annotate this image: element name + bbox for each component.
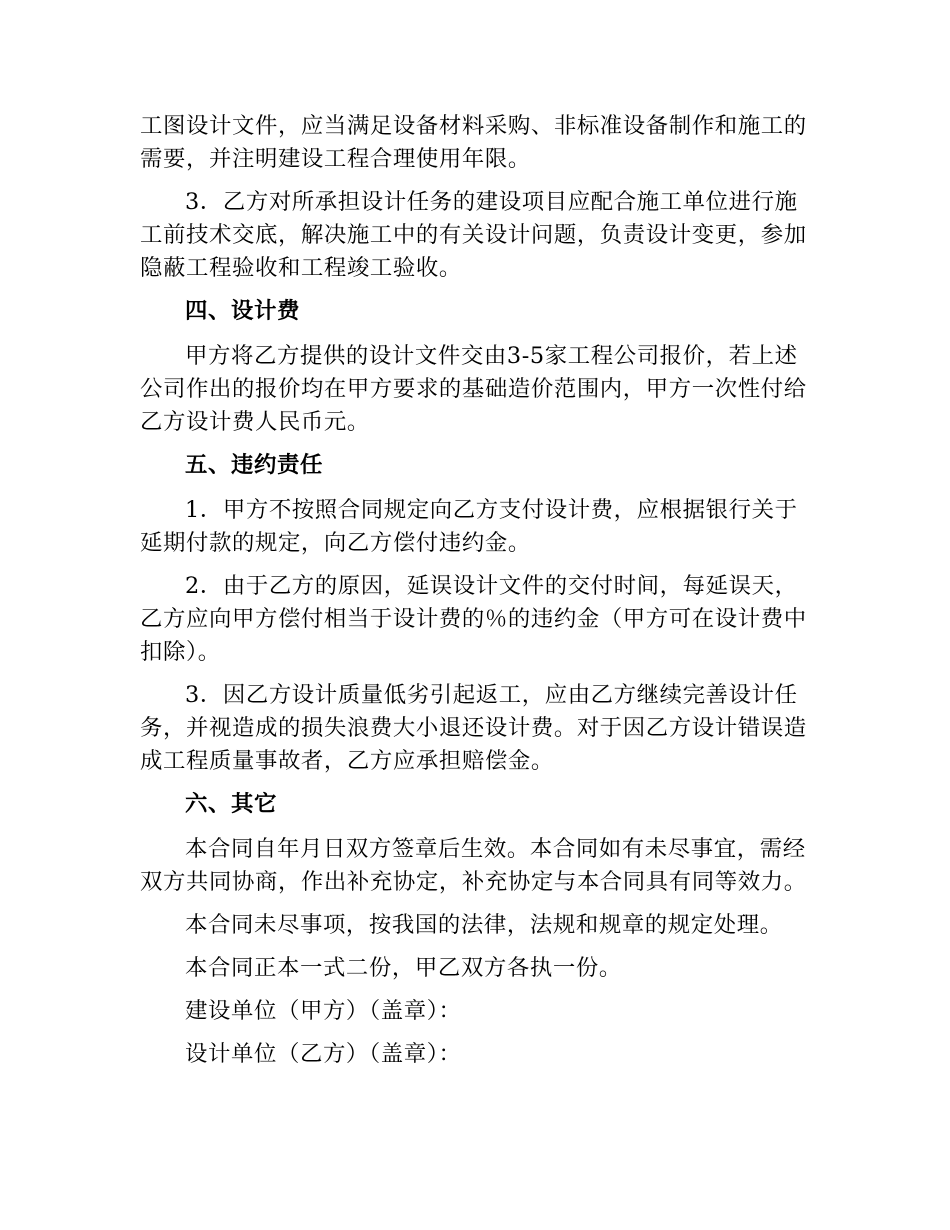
paragraph-liability-1: 1．甲方不按照合同规定向乙方支付设计费，应根据银行关于延期付款的规定，向乙方偿付违约金。 [140, 497, 798, 556]
document-body [140, 110, 820, 1081]
signature-party-a: 建设单位（甲方）（盖章）： [185, 998, 462, 1024]
signature-party-b: 设计单位（乙方）（盖章）： [185, 1041, 462, 1067]
paragraph-liability-3: 3．因乙方设计质量低劣引起返工，应由乙方继续完善设计任务，并视造成的损失浪费大小退还设计费。对于因乙方设计错误造成工程质量事故者，乙方应承担赔偿金。 [140, 682, 807, 774]
paragraph-clause-continuation: 工图设计文件，应当满足设备材料采购、非标准设备制作和施工的需要，并注明建设工程合理使用年限。 [140, 113, 807, 172]
paragraph-copies: 本合同正本一式二份，甲乙双方各执一份。 [185, 955, 622, 981]
section-heading-liability: 五、违约责任 [185, 452, 323, 478]
section-heading-design-fee: 四、设计费 [185, 298, 300, 324]
paragraph-legal-handling: 本合同未尽事项，按我国的法律，法规和规章的规定处理。 [185, 912, 783, 938]
section-heading-other: 六、其它 [185, 791, 277, 817]
paragraph-clause-3-technical-handover: 3．乙方对所承担设计任务的建设项目应配合施工单位进行施工前技术交底，解决施工中的有关设计问题，负责设计变更，参加隐蔽工程验收和工程竣工验收。 [140, 189, 807, 281]
paragraph-effective-date: 本合同自年月日双方签章后生效。本合同如有未尽事宜，需经双方共同协商，作出补充协定，补充协定与本合同具有同等效力。 [140, 836, 807, 895]
paragraph-liability-2: 2．由于乙方的原因，延误设计文件的交付时间，每延误天，乙方应向甲方偿付相当于设计费的％的违约金（甲方可在设计费中扣除）。 [140, 573, 807, 665]
paragraph-design-fee: 甲方将乙方提供的设计文件交由3-5家工程公司报价，若上述公司作出的报价均在甲方要求的基础造价范围内，甲方一次性付给乙方设计费人民币元。 [140, 343, 807, 435]
